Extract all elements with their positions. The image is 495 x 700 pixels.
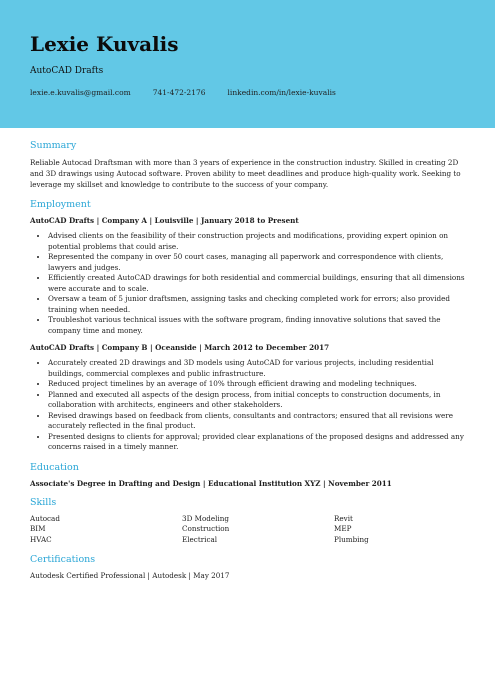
certifications-heading: Certifications [30, 554, 96, 565]
skill-item: Construction [182, 524, 230, 533]
job-bullet: • Planned and executed all aspects of the design process, from initial concepts to construction documents, in collaboration with architects, engineers and other stakeholders. [48, 390, 465, 411]
skills-grid [30, 514, 465, 546]
job-bullet: • Reduced project timelines by an average of 10% through efficient drawing and modeling techniques. [48, 379, 465, 390]
skill-item: Plumbing [334, 534, 369, 544]
job-bullet: • Efficiently created AutoCAD drawings for both residential and commercial buildings, ensuring that all dimensions were accurate and to scale. [48, 273, 465, 294]
email-link[interactable]: lexie.e.kuvalis@gmail.com [30, 88, 131, 97]
resume-body [0, 128, 495, 580]
job-bullet: • Presented designs to clients for approval; provided clear explanations of the proposed designs and addressed any concerns raised in a timely manner. [48, 432, 465, 453]
employment-heading: Employment [30, 199, 91, 210]
education-heading: Education [30, 461, 79, 473]
contact-info [30, 88, 465, 97]
skill-item: Revit [334, 513, 353, 523]
job-bullets [30, 231, 465, 336]
certifications-section [30, 554, 465, 580]
linkedin-link[interactable]: linkedin.com/in/lexie-kuvalis [227, 88, 336, 97]
candidate-name: Lexie Kuvalis [30, 32, 179, 56]
job-heading: AutoCAD Drafts | Company B | Oceanside | March 2012 to December 2017 [30, 343, 330, 352]
skill-item: HVAC [30, 534, 52, 544]
job-bullet: • Revised drawings based on feedback from clients, consultants and contractors; ensured that all revisions were accurately reflected in the final product. [48, 411, 465, 432]
education-section [30, 462, 465, 488]
education-entry: Associate's Degree in Drafting and Design | Educational Institution XYZ | November 2011 [30, 478, 392, 488]
skill-item: BIM [30, 524, 46, 533]
skill-item: MEP [334, 524, 352, 533]
job-bullets [30, 358, 465, 453]
employment-section [30, 199, 465, 453]
job-bullet: • Advised clients on the feasibility of their construction projects and modifications, providing expert opinion on potential problems that could arise. [48, 231, 465, 252]
job-bullet: • Oversaw a team of 5 junior draftsmen, assigning tasks and checking completed work for errors; also provided training when needed. [48, 294, 465, 315]
skill-item: Electrical [182, 534, 218, 544]
skills-section [30, 497, 465, 546]
summary-section [30, 140, 465, 190]
job-bullet: • Troubleshot various technical issues with the software program, finding innovative solutions that saved the company time and money. [48, 315, 465, 336]
skill-item: Autocad [30, 513, 60, 523]
job-role: AutoCAD Drafts [30, 66, 104, 76]
skill-item: 3D Modeling [182, 513, 229, 523]
phone-number: 741-472-2176 [152, 88, 206, 97]
resume-header [0, 0, 495, 128]
summary-text: Reliable Autocad Draftsman with more than 3 years of experience in the construction industry. Skilled in creating 2D and 3D drawings using Autocad software. Proven ability to meet deadlines and produce high-quality work. Seeking to leverage my skillset and knowledge to contribute to the success of your company. [30, 158, 461, 189]
skills-heading: Skills [30, 496, 57, 508]
job-bullet: • Represented the company in over 50 court cases, managing all paperwork and correspondence with clients, lawyers and judges. [48, 252, 465, 273]
summary-heading: Summary [30, 140, 77, 151]
job-heading: AutoCAD Drafts | Company A | Louisville | January 2018 to Present [30, 216, 299, 225]
job-bullet: • Accurately created 2D drawings and 3D models using AutoCAD for various projects, including residential buildings, commercial complexes and public infrastructure. [48, 358, 465, 379]
certification-entry: Autodesk Certified Professional | Autodesk | May 2017 [30, 571, 230, 580]
